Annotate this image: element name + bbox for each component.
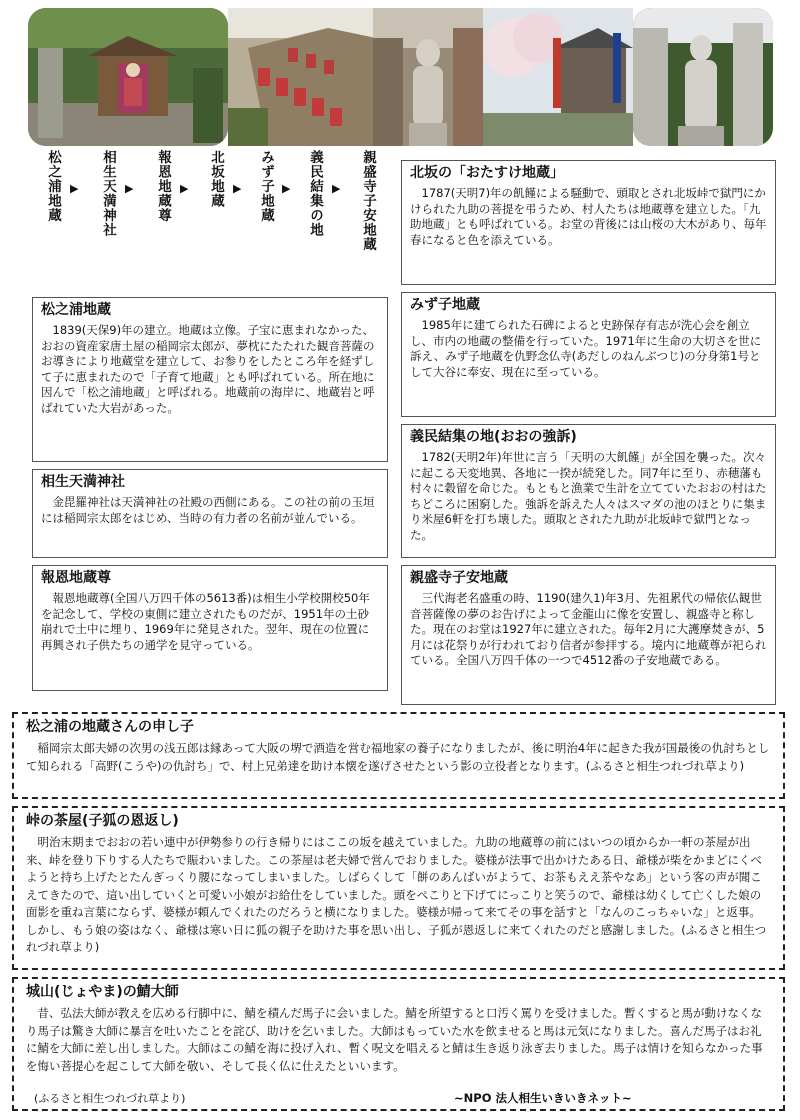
section-body: 三代海老名盛重の時、1190(建久1)年3月、先祖累代の帰依仏観世音菩薩像の夢のお告げによって金龍山に像を安置し、親盛寺と称した。現在のお堂は1927年に建立された。毎年2月に大護摩焚きが、5月には花祭りが行われており信者が参拝する。境内に地蔵尊が祀られている。全国八万四千体の一つで4512番の子安地蔵である。: [410, 591, 767, 668]
section-title: 相生天満神社: [41, 474, 125, 490]
section-tenman: [32, 469, 388, 558]
route-arrow-icon: ▶: [125, 182, 134, 195]
section-kitasaka: [401, 160, 776, 285]
story-chaya: [12, 806, 785, 970]
section-title: 北坂の「おたすけ地蔵」: [410, 165, 564, 181]
photo-jizo-shrine: [28, 8, 228, 146]
section-houon: [32, 565, 388, 691]
section-matsunoura: [32, 297, 388, 462]
photo-banner: [28, 8, 773, 146]
route-stop: 北坂地蔵: [208, 150, 224, 208]
route-arrow-icon: ▶: [180, 182, 189, 195]
route-stop: 松之浦地蔵: [45, 150, 61, 223]
story-body: 稲岡宗太郎夫婦の次男の浅五郎は縁あって大阪の堺で酒造を営む福地家の養子になりましたが、後に明治4年に起きた我が国最後の仇討ちとして知られる「高野(こうや)の仇討ち」で、村上兄弟達を助け本懐を遂げさせたという影の立役者となります。(ふるさと相生つれづれ草より): [26, 741, 770, 773]
route-stop: みず子地蔵: [258, 150, 274, 223]
route-stop: 報恩地蔵尊: [155, 150, 171, 223]
section-body: 1839(天保9)年の建立。地蔵は立像。子宝に恵まれなかった、おおの資産家唐土屋の稲岡宗太郎が、夢枕にたたれた観音菩薩のお導きにより地蔵堂を建立して、お参りをしたところ年を経ずして子に恵まれたので「子育て地蔵」とも呼ばれている。所在地に因んで「松之浦地蔵」と呼ばれる。地蔵前の海岸に、地蔵岩と呼ばれていた大岩があった。: [41, 323, 375, 415]
route-stop: 相生天満神社: [100, 150, 116, 237]
story-title: 峠の茶屋(子狐の恩返し): [26, 813, 179, 829]
photo-jizo-row: [228, 8, 376, 146]
photo-stone-statue: [633, 8, 773, 146]
story-saba: [12, 977, 785, 1111]
story-body: 昔、弘法大師が教えを広める行脚中に、鯖を積んだ馬子に会いました。鯖を所望すると口汚く罵りを受けました。暫くすると馬が動けなくなり馬子は驚き大師に暴言を吐いたことを詫び、助けを乞いました。大師はもっていた水を飲ませると馬は元気になりました。喜んだ馬子はお礼に鯖を大師に差し出しました。大師はこの鯖を海に投げ入れ、暫く呪文を唱えると鯖は生き返り泳ぎ去りました。馬子は情けを知らなかった事を悔い菩提心を起こして大師を敬い、そして長く仏に仕えたといいます。: [26, 1006, 763, 1073]
route-arrow-icon: ▶: [332, 182, 341, 195]
section-shinseiji: [401, 565, 776, 705]
photo-stone-jizo: [373, 8, 483, 146]
route-stop: 親盛寺子安地蔵: [360, 150, 376, 252]
route-arrow-icon: ▶: [70, 182, 79, 195]
section-body: 1787(天明7)年の飢饉による騒動で、頭取とされ北坂峠で獄門にかけられた九助の菩提を弔うため、村人たちは地蔵尊を建立した。「九助地蔵」とも呼ばれている。お堂の背後には山桜の大木があり、毎年春になると色を添えている。: [410, 186, 767, 247]
route-arrow-icon: ▶: [233, 182, 242, 195]
story-title: 城山(じょやま)の鯖大師: [26, 984, 179, 1000]
organization-name: ~NPO 法人相生いきいきネット~: [454, 1091, 632, 1105]
photo-temple-cherry: [483, 8, 633, 146]
section-title: 松之浦地蔵: [41, 302, 111, 318]
story-source: (ふるさと相生つれづれ草より): [34, 1092, 186, 1105]
story-title: 松之浦の地蔵さんの申し子: [26, 719, 194, 735]
section-mizuko: [401, 292, 776, 417]
story-moushigo: [12, 712, 785, 799]
section-title: 報恩地蔵尊: [41, 570, 111, 586]
route-arrow-icon: ▶: [282, 182, 291, 195]
section-title: 親盛寺子安地蔵: [410, 570, 508, 586]
route-stop: 義民結集の地: [307, 150, 323, 237]
route-list: [40, 150, 380, 280]
section-gimin: [401, 424, 776, 558]
section-title: 義民結集の地(おおの強訴): [410, 429, 577, 445]
story-body: 明治末期までおおの若い連中が伊勢参りの行き帰りにはここの坂を越えていました。九助の地蔵尊の前にはいつの頃からか一軒の茶屋が出来、峠を登り下りする人たちで賑わいました。この茶屋は老夫婦で営んでおりました。婆様が法事で出かけたある日、爺様が柴をかまどにくべようと持ち上げたとたんぎっくり腰になってしまいました。しばらくして「餅のあんばいがようて、お茶もええ茶やなあ」という客の声が聞こえてきたので、這い出していくと可愛い小娘がお給仕をしていました。頭をぺこりと下げてにっこりと笑うので、爺様は幼くして亡くした娘の面影を重ね言葉にならず、婆様が頼んでくれたのだろうと横になりました。婆様が帰って来てその事を話すと「なんのこっちゃいな」と返事。しかし、もう娘の姿はなく、爺様は寒い日に狐の親子を助けた事を思い出し、子狐が恩返しに来てくれたのだと感謝しました。(ふるさと相生つれづれ草より): [26, 835, 767, 954]
section-body: 1985年に建てられた石碑によると史跡保存有志が洗心会を創立し、市内の地蔵の整備を行っていた。1971年に生命の大切さを世に訴え、みず子地蔵を仇野念仏寺(あだしのねんぶつじ)の分身第1号として大谷に奉安、現在に至っている。: [410, 318, 762, 379]
section-body: 報恩地蔵尊(全国八万四千体の5613番)は相生小学校開校50年を記念して、学校の東側に建立されたものだが、1951年の土砂崩れで土中に埋り、1969年に発見された。翌年、現在の位置に再興され子供たちの通学を見守っている。: [41, 591, 370, 652]
section-body: 1782(天明2年)年世に言う「天明の大飢饉」が全国を襲った。次々に起こる天変地異、各地に一揆が続発した。同7年に至り、赤穂藩も村々に穀留を命じた。もともと漁業で生計を立てていたおおの村はたちどころに困窮した。強訴を訴えた人々はスマダの池のほとりに集まり米屋6軒を打ち壊した。頭取とされた九助が北坂峠で獄門となった。: [410, 450, 767, 542]
section-title: みず子地蔵: [410, 297, 480, 313]
section-body: 金毘羅神社は天満神社の社殿の西側にある。この社の前の玉垣には稲岡宗太郎をはじめ、当時の有力者の名前が並んでいる。: [41, 495, 375, 525]
